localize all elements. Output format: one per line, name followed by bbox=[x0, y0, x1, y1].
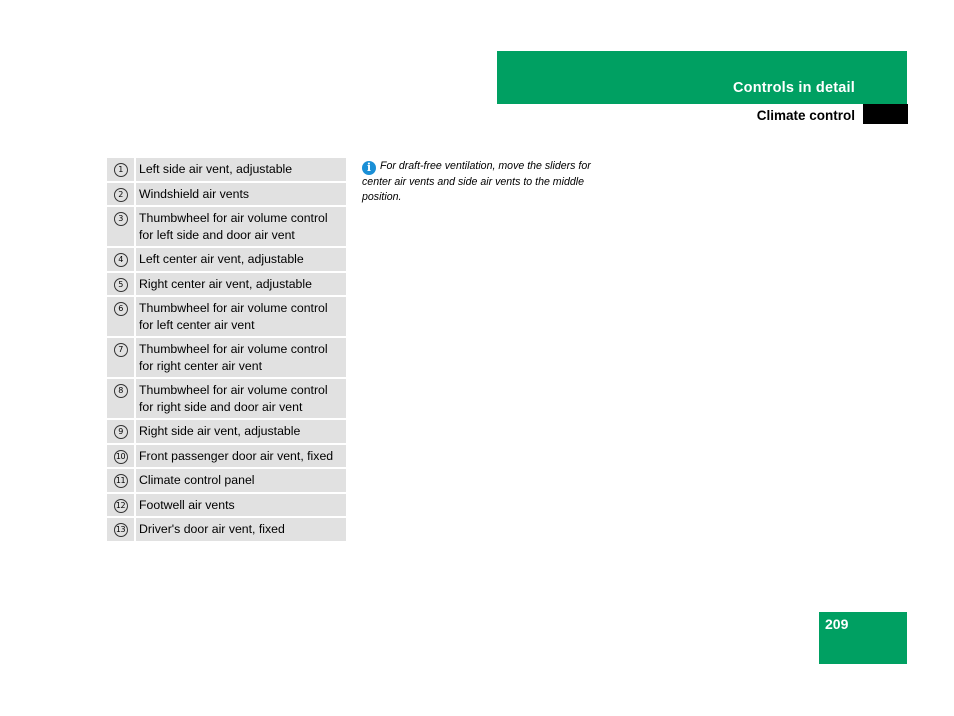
item-label: Thumbwheel for air volume control for right center air vent bbox=[135, 337, 346, 378]
item-number: 7 bbox=[114, 343, 128, 357]
legend-row bbox=[107, 296, 346, 337]
item-label: Left center air vent, adjustable bbox=[135, 247, 346, 272]
page-number: 209 bbox=[825, 616, 849, 632]
item-number: 8 bbox=[114, 384, 128, 398]
item-label: Driver's door air vent, fixed bbox=[135, 517, 346, 542]
legend-row bbox=[107, 468, 346, 493]
item-number: 12 bbox=[114, 499, 128, 513]
legend-row bbox=[107, 517, 346, 542]
item-number: 5 bbox=[114, 278, 128, 292]
item-label: Footwell air vents bbox=[135, 493, 346, 518]
item-label: Thumbwheel for air volume control for right side and door air vent bbox=[135, 378, 346, 419]
item-number: 6 bbox=[114, 302, 128, 316]
subsection-tab-marker bbox=[863, 104, 908, 124]
legend-row bbox=[107, 378, 346, 419]
info-note bbox=[362, 159, 602, 205]
legend-row bbox=[107, 206, 346, 247]
page-number-box bbox=[819, 612, 907, 664]
item-number: 13 bbox=[114, 523, 128, 537]
item-label: Right side air vent, adjustable bbox=[135, 419, 346, 444]
item-number: 9 bbox=[114, 425, 128, 439]
legend-row bbox=[107, 337, 346, 378]
item-label: Front passenger door air vent, fixed bbox=[135, 444, 346, 469]
info-icon: i bbox=[362, 161, 376, 175]
legend-row bbox=[107, 158, 346, 182]
item-label: Thumbwheel for air volume control for left side and door air vent bbox=[135, 206, 346, 247]
section-header-bar bbox=[497, 51, 907, 104]
item-label: Right center air vent, adjustable bbox=[135, 272, 346, 297]
legend-row bbox=[107, 419, 346, 444]
info-note-text: For draft-free ventilation, move the sliders for center air vents and side air vents to the middle position. bbox=[362, 160, 591, 203]
legend-row bbox=[107, 444, 346, 469]
legend-row bbox=[107, 272, 346, 297]
legend-row bbox=[107, 182, 346, 207]
item-number: 3 bbox=[114, 212, 128, 226]
item-label: Left side air vent, adjustable bbox=[135, 158, 346, 182]
item-number: 11 bbox=[114, 474, 128, 488]
item-label: Climate control panel bbox=[135, 468, 346, 493]
item-number: 2 bbox=[114, 188, 128, 202]
legend-row bbox=[107, 247, 346, 272]
item-number: 4 bbox=[114, 253, 128, 267]
legend-table bbox=[107, 158, 346, 543]
section-title: Controls in detail bbox=[732, 80, 855, 96]
item-number: 10 bbox=[114, 450, 128, 464]
legend-row bbox=[107, 493, 346, 518]
item-label: Thumbwheel for air volume control for left center air vent bbox=[135, 296, 346, 337]
item-label: Windshield air vents bbox=[135, 182, 346, 207]
item-number: 1 bbox=[114, 163, 128, 177]
subsection-title: Climate control bbox=[756, 108, 855, 123]
